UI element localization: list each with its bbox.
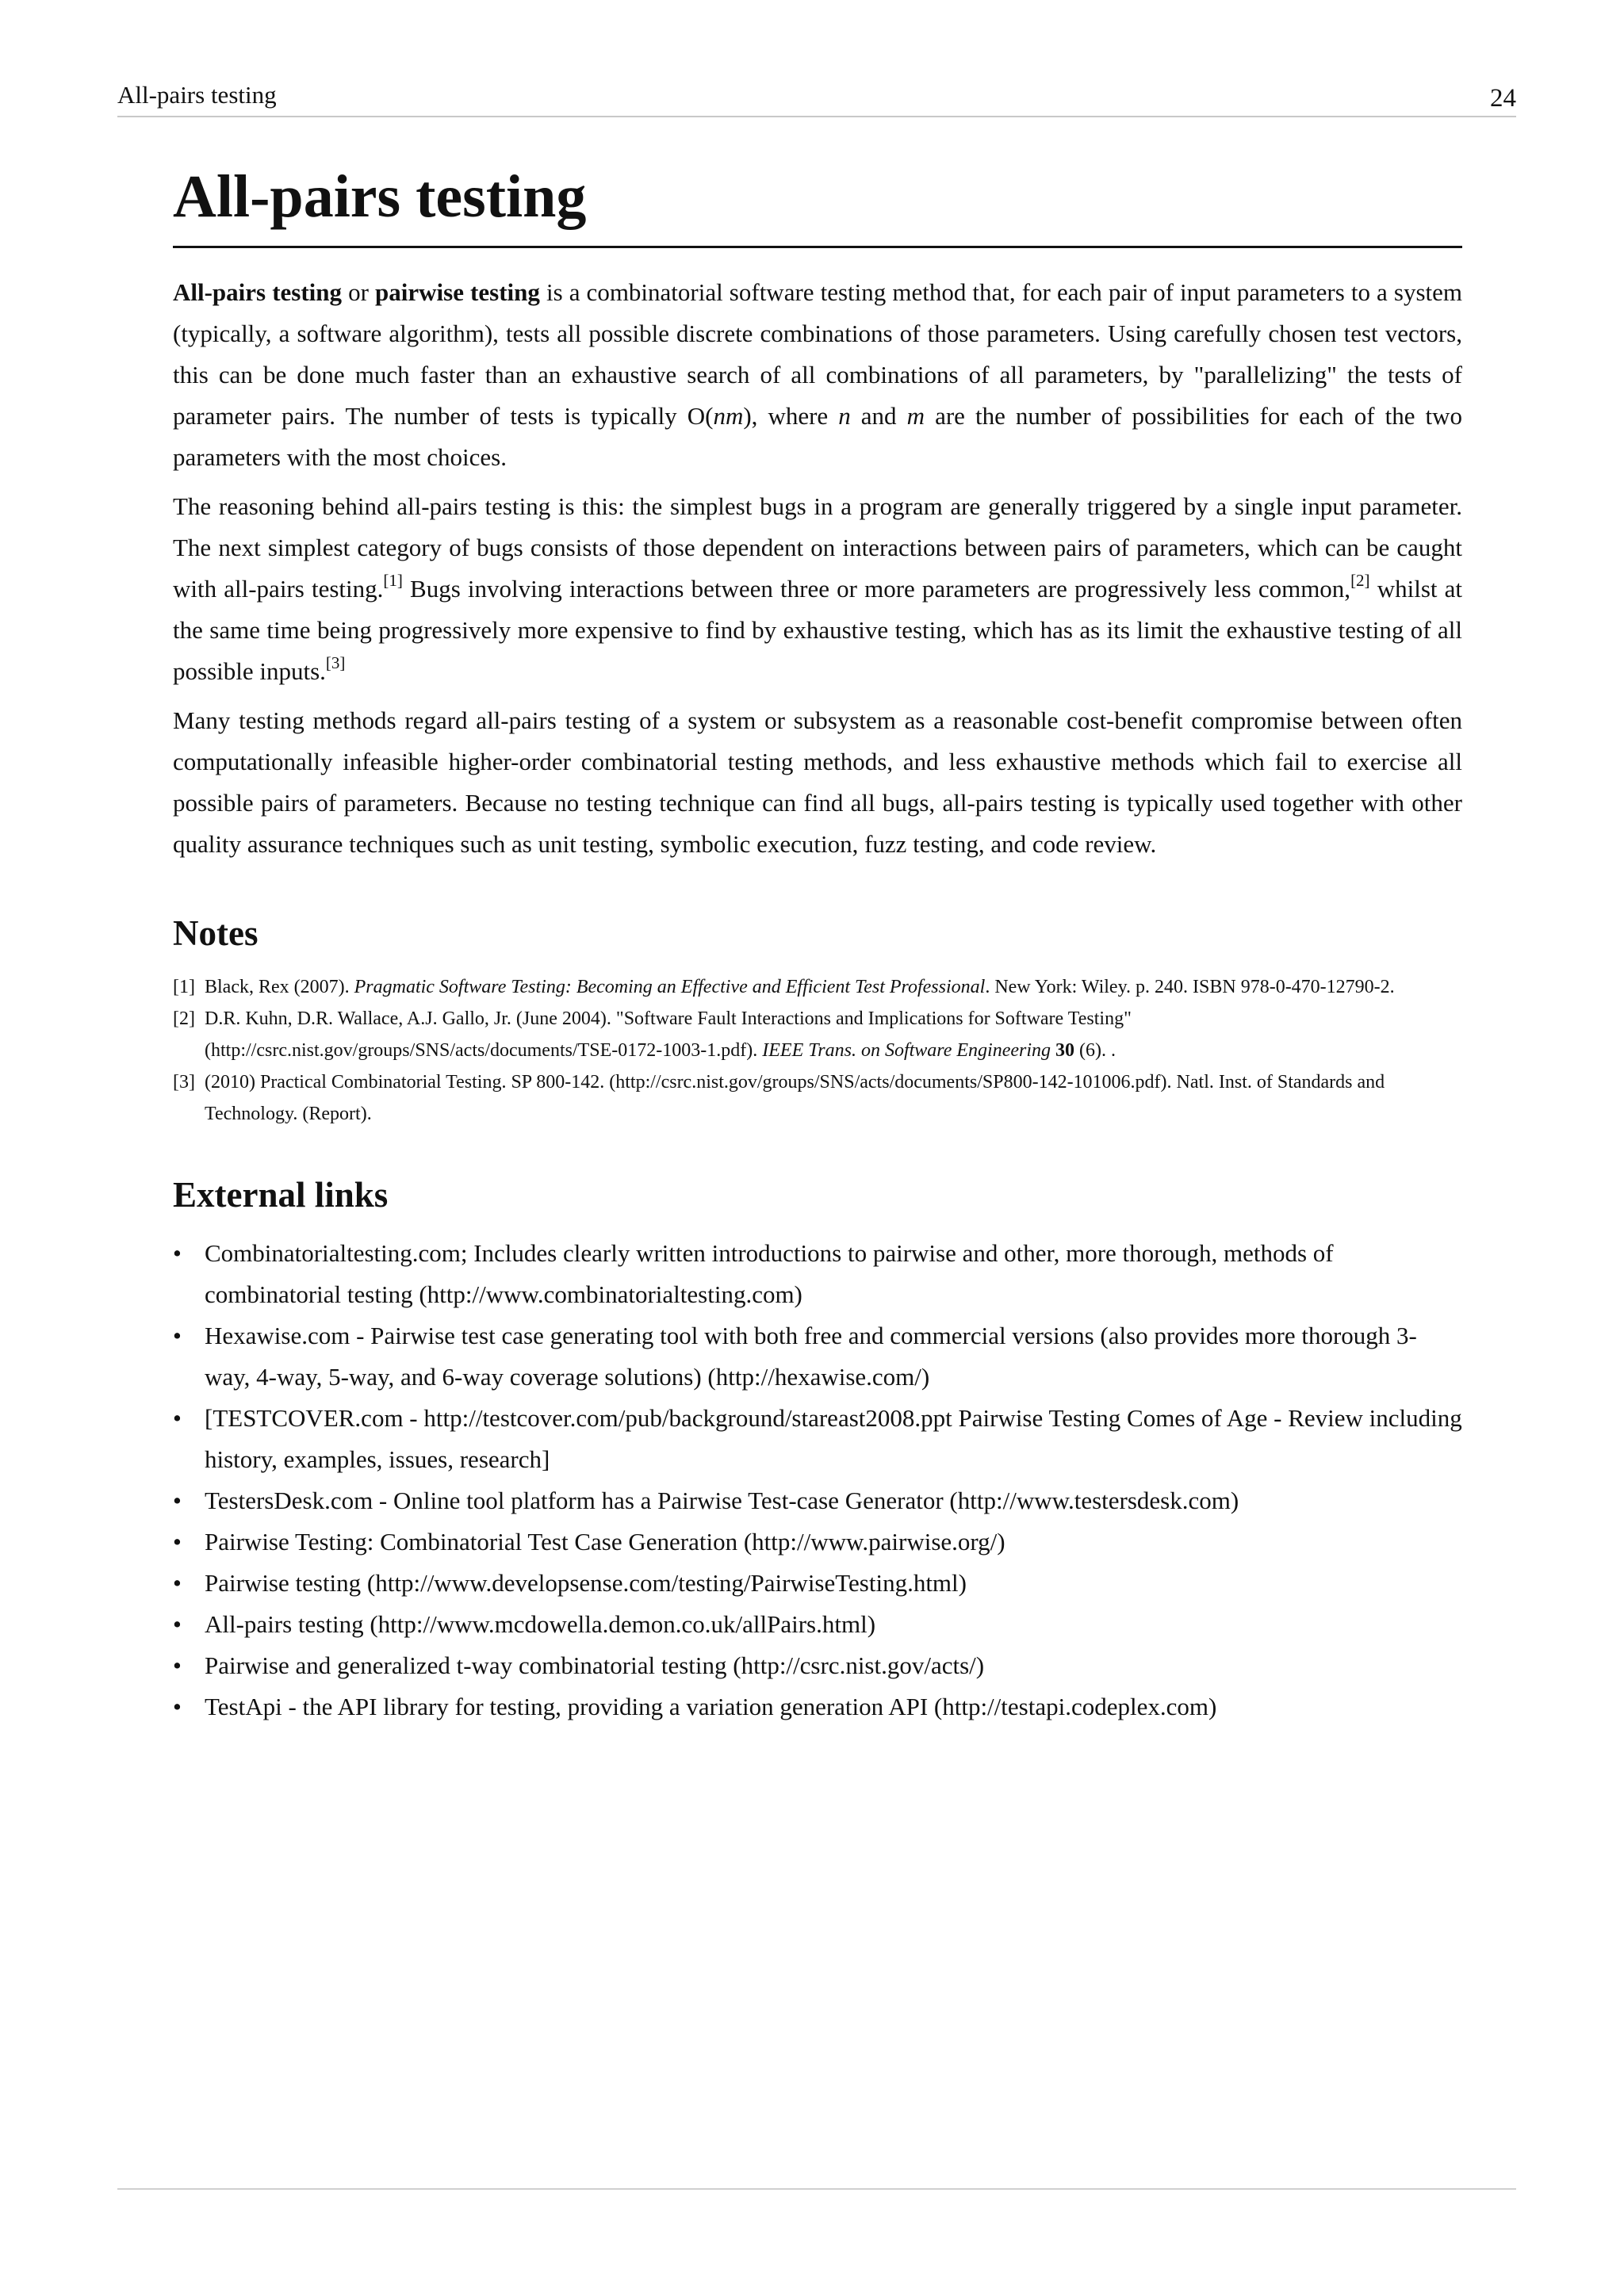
text-run: (2010) Practical Combinatorial Testing. SP 800-142. (http://csrc.nist.gov/groups/SNS/acts/documents/SP800-142-101006.pdf). Natl. Inst. of Standards and Technology. (Report). bbox=[204, 1072, 1385, 1124]
text-run: The reasoning behind all-pairs testing is this: the simplest bugs in a program are generally triggered by a single input parameter. The next simplest category of bugs consists of those dependent on interactions between pairs of parameters, which can be caught with all-pairs testing. bbox=[173, 492, 1462, 603]
page-title: All-pairs testing bbox=[173, 157, 1462, 248]
running-header bbox=[117, 76, 1516, 117]
text-run: whilst at the same time being progressively more expensive to find by exhaustive testing, which has as its limit the exhaustive testing of all possible inputs. bbox=[173, 575, 1463, 685]
bullet-icon: • bbox=[173, 1404, 182, 1432]
term-pairwise: pairwise testing bbox=[375, 278, 540, 306]
intro-paragraph bbox=[173, 272, 1462, 478]
link-text[interactable]: Hexawise.com - Pairwise test case generating tool with both free and commercial versions (also provides more thorough 3-way, 4-way, 5-way, and 6-way coverage solutions) (http://hexawise.com/) bbox=[205, 1322, 1417, 1391]
running-title: All-pairs testing bbox=[117, 81, 277, 109]
bullet-icon: • bbox=[173, 1610, 182, 1638]
link-text[interactable]: TestersDesk.com - Online tool platform has a Pairwise Test-case Generator (http://www.testersdesk.com) bbox=[205, 1487, 1239, 1514]
book-title: Pragmatic Software Testing: Becoming an Effective and Efficient Test Professional bbox=[354, 977, 986, 997]
text-run: are the number of possibilities for each of the two parameters with the most choices. bbox=[173, 402, 1462, 471]
list-item[interactable] bbox=[173, 1480, 1462, 1521]
note-label: [1] bbox=[173, 977, 195, 997]
note-item bbox=[173, 971, 1462, 1003]
journal-volume: 30 bbox=[1055, 1040, 1075, 1061]
bullet-icon: • bbox=[173, 1239, 182, 1267]
article-content bbox=[173, 157, 1462, 1728]
citation-1[interactable]: [1] bbox=[383, 571, 403, 590]
text-run: . New York: Wiley. p. 240. ISBN 978-0-470-12790-2. bbox=[985, 977, 1395, 997]
list-item[interactable] bbox=[173, 1233, 1462, 1315]
list-item[interactable] bbox=[173, 1315, 1462, 1398]
link-text[interactable]: Pairwise Testing: Combinatorial Test Case Generation (http://www.pairwise.org/) bbox=[205, 1528, 1005, 1556]
list-item[interactable] bbox=[173, 1604, 1462, 1645]
external-links-heading: External links bbox=[173, 1175, 389, 1215]
link-text[interactable]: Pairwise testing (http://www.developsense.com/testing/PairwiseTesting.html) bbox=[205, 1569, 967, 1597]
note-label: [2] bbox=[173, 1008, 195, 1029]
term-all-pairs: All-pairs testing bbox=[173, 278, 343, 306]
link-text[interactable]: Pairwise and generalized t-way combinatorial testing (http://csrc.nist.gov/acts/) bbox=[205, 1651, 985, 1679]
list-item[interactable] bbox=[173, 1686, 1462, 1728]
bullet-icon: • bbox=[173, 1528, 182, 1556]
note-item bbox=[173, 1003, 1462, 1066]
math-nm: nm bbox=[713, 402, 744, 430]
bullet-icon: • bbox=[173, 1569, 182, 1597]
journal-title: IEEE Trans. on Software Engineering bbox=[762, 1040, 1051, 1061]
text-run: (6). . bbox=[1074, 1040, 1116, 1061]
list-item[interactable] bbox=[173, 1521, 1462, 1563]
citation-3[interactable]: [3] bbox=[325, 653, 346, 672]
text-run: Bugs involving interactions between three or more parameters are progressively less common, bbox=[402, 575, 1351, 603]
text-run: Black, Rex (2007). bbox=[204, 977, 354, 997]
reasoning-paragraph bbox=[173, 486, 1462, 692]
list-item[interactable] bbox=[173, 1398, 1462, 1480]
bullet-icon: • bbox=[173, 1651, 182, 1679]
text-run: ), where bbox=[743, 402, 839, 430]
note-item bbox=[173, 1066, 1462, 1130]
text-run: is a combinatorial software testing method that, for each pair of input parameters to a system (typically, a software algorithm), tests all possible discrete combinations of those parameters. Using carefully chosen test vectors, this can be done much faster than an exhaustive search of all combinations of all parameters, by "parallelizing" the tests of parameter pairs. The number of tests is typically O( bbox=[173, 278, 1463, 430]
math-n: n bbox=[838, 402, 851, 430]
list-item[interactable] bbox=[173, 1563, 1462, 1604]
footer-rule bbox=[117, 2188, 1516, 2190]
bullet-icon: • bbox=[173, 1322, 182, 1349]
bullet-icon: • bbox=[173, 1693, 182, 1720]
external-links-list bbox=[173, 1233, 1462, 1728]
text-run: or bbox=[342, 278, 376, 306]
math-m: m bbox=[906, 402, 925, 430]
list-item[interactable] bbox=[173, 1645, 1462, 1686]
text-run: and bbox=[850, 402, 907, 430]
notes-list bbox=[173, 971, 1462, 1130]
link-text[interactable]: Combinatorialtesting.com; Includes clearly written introductions to pairwise and other, more thorough, methods of combinatorial testing (http://www.combinatorialtesting.com) bbox=[205, 1239, 1334, 1308]
bullet-icon: • bbox=[173, 1487, 182, 1514]
methods-paragraph: Many testing methods regard all-pairs testing of a system or subsystem as a reasonable cost-benefit compromise between often computationally infeasible higher-order combinatorial testing methods, and less exhaustive methods which fail to exercise all possible pairs of parameters. Because no testing technique can find all bugs, all-pairs testing is typically used together with other quality assurance techniques such as unit testing, symbolic execution, fuzz testing, and code review. bbox=[173, 706, 1462, 858]
note-label: [3] bbox=[173, 1072, 195, 1093]
notes-heading: Notes bbox=[173, 913, 259, 953]
text-run: D.R. Kuhn, D.R. Wallace, A.J. Gallo, Jr. (June 2004). "Software Fault Interactions and Implications for Software Testing" (http://csrc.nist.gov/groups/SNS/acts/documents/TSE-0172-1003-1.pdf). bbox=[204, 1008, 1132, 1061]
link-text[interactable]: All-pairs testing (http://www.mcdowella.demon.co.uk/allPairs.html) bbox=[205, 1610, 876, 1638]
link-text[interactable]: TestApi - the API library for testing, providing a variation generation API (http://testapi.codeplex.com) bbox=[205, 1693, 1217, 1720]
page-number: 24 bbox=[1490, 84, 1516, 113]
link-text[interactable]: [TESTCOVER.com - http://testcover.com/pub/background/stareast2008.ppt Pairwise Testing Comes of Age - Review including history, examples, issues, research] bbox=[205, 1404, 1462, 1473]
citation-2[interactable]: [2] bbox=[1350, 571, 1370, 590]
